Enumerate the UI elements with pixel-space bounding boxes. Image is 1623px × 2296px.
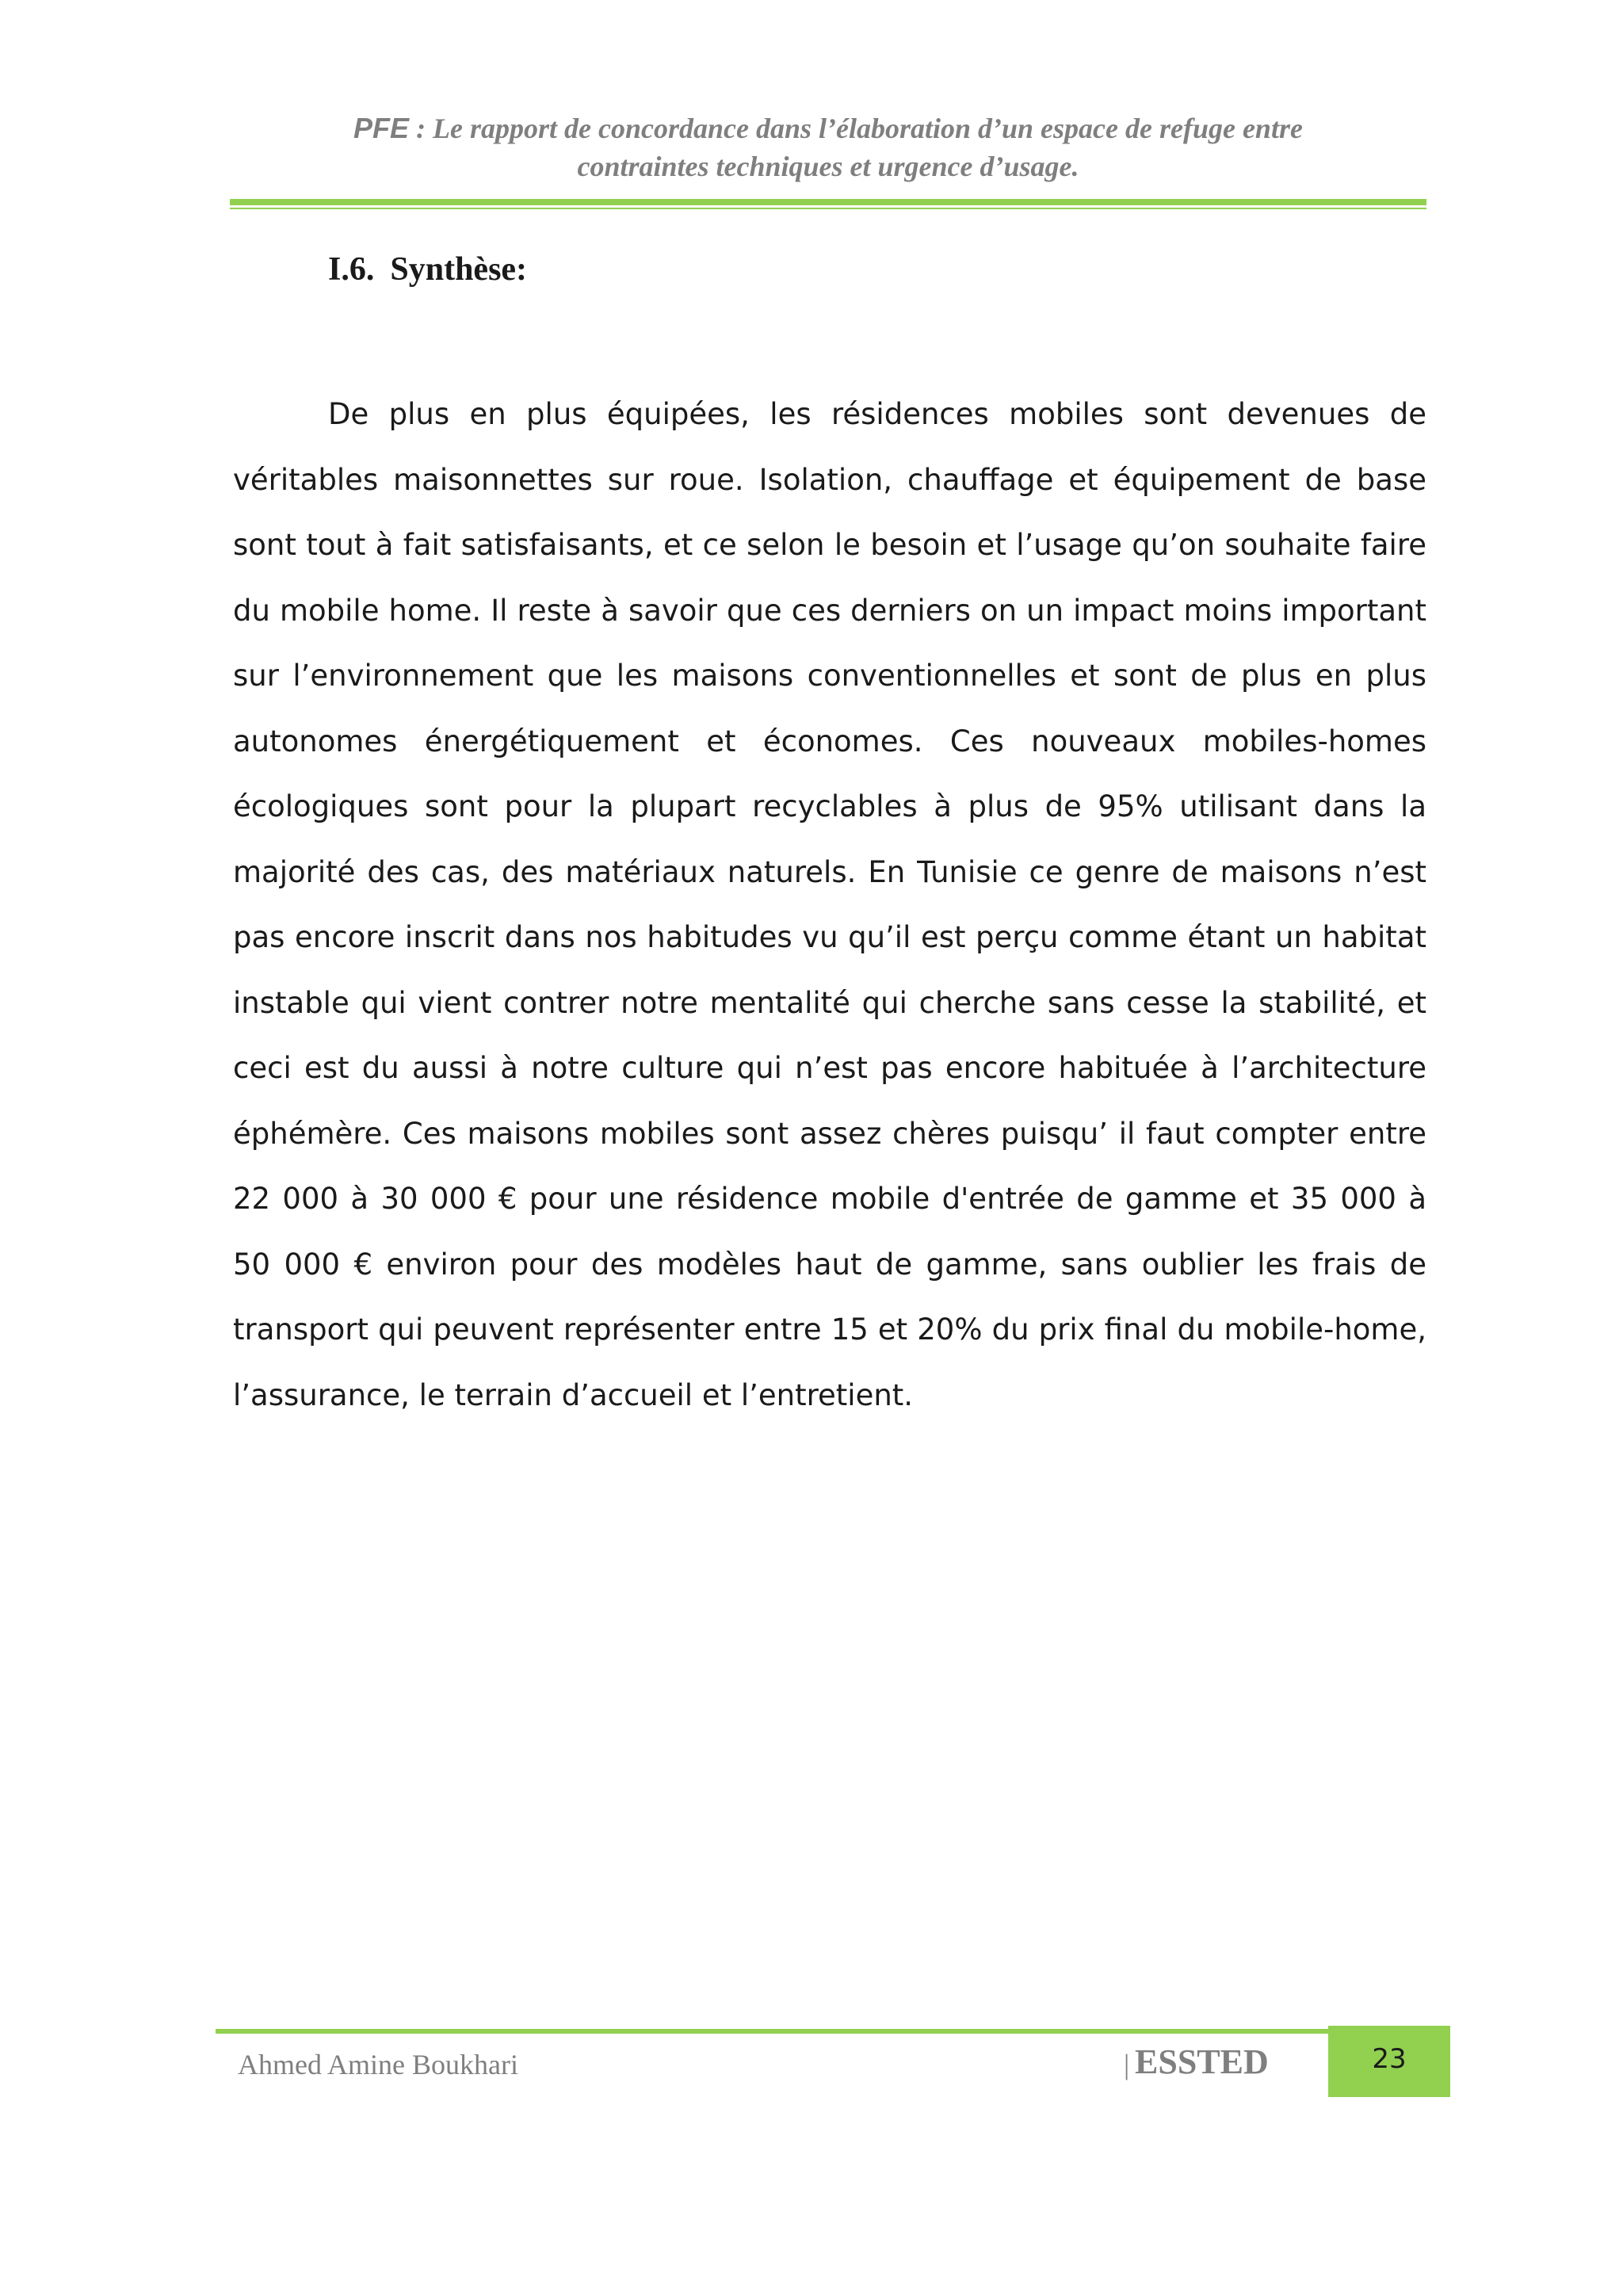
body-paragraph: De plus en plus équipées, les résidences mobiles sont devenues de véritables maisonnettes sur roue. Isolation, chauffage et équipement de base sont tout à fait satisfaisants, et ce selon le besoin et l’usage qu’on souhaite faire du mobile home. Il reste à savoir que ces derniers on un impact moins important sur l’environnement que les maisons conventionnelles et sont de plus en plus autonomes énergétiquement et économes. Ces nouveaux mobiles-homes écologiques sont pour la plupart recyclables à plus de 95% utilisant dans la majorité des cas, des matériaux naturels. En Tunisie ce genre de maisons n’est pas encore inscrit dans nos habitudes vu qu’il est perçu comme étant un habitat instable qui vient contrer notre mentalité qui cherche sans cesse la stabilité, et ceci est du aussi à notre culture qui n’est pas encore habituée à l’architecture éphémère. Ces maisons mobiles sont assez chères puisqu’ il faut compter entre 22 000 à 30 000 € pour une résidence mobile d'entrée de gamme et 35 000 à 50 000 € environ pour des modèles haut de gamme, sans oublier les frais de transport qui peuvent représenter entre 15 et 20% du prix final du mobile-home, l’assurance, le terrain d’accueil et l’entretient. xyxy=(233,397,1426,1412)
section-title: Synthèse: xyxy=(390,251,528,288)
section-number: I.6. xyxy=(328,251,375,288)
page-number-box xyxy=(1328,2026,1450,2097)
header-pfe-label: PFE xyxy=(353,112,410,144)
header-divider-thin xyxy=(230,208,1426,209)
header-divider-thick xyxy=(230,199,1426,205)
footer-separator: | xyxy=(1124,2049,1130,2080)
footer-divider xyxy=(216,2029,1328,2034)
running-header xyxy=(230,109,1426,185)
footer-author: Ahmed Amine Boukhari xyxy=(238,2049,518,2080)
footer-school: ESSTED xyxy=(1135,2042,1269,2081)
header-line-1 xyxy=(230,109,1426,147)
section-heading xyxy=(328,247,527,292)
header-title-line-1: : Le rapport de concordance dans l’élaboration d’un espace de refuge entre xyxy=(409,113,1303,144)
header-title-line-2: contraintes techniques et urgence d’usage. xyxy=(577,151,1079,182)
page-number: 23 xyxy=(1372,2043,1407,2075)
